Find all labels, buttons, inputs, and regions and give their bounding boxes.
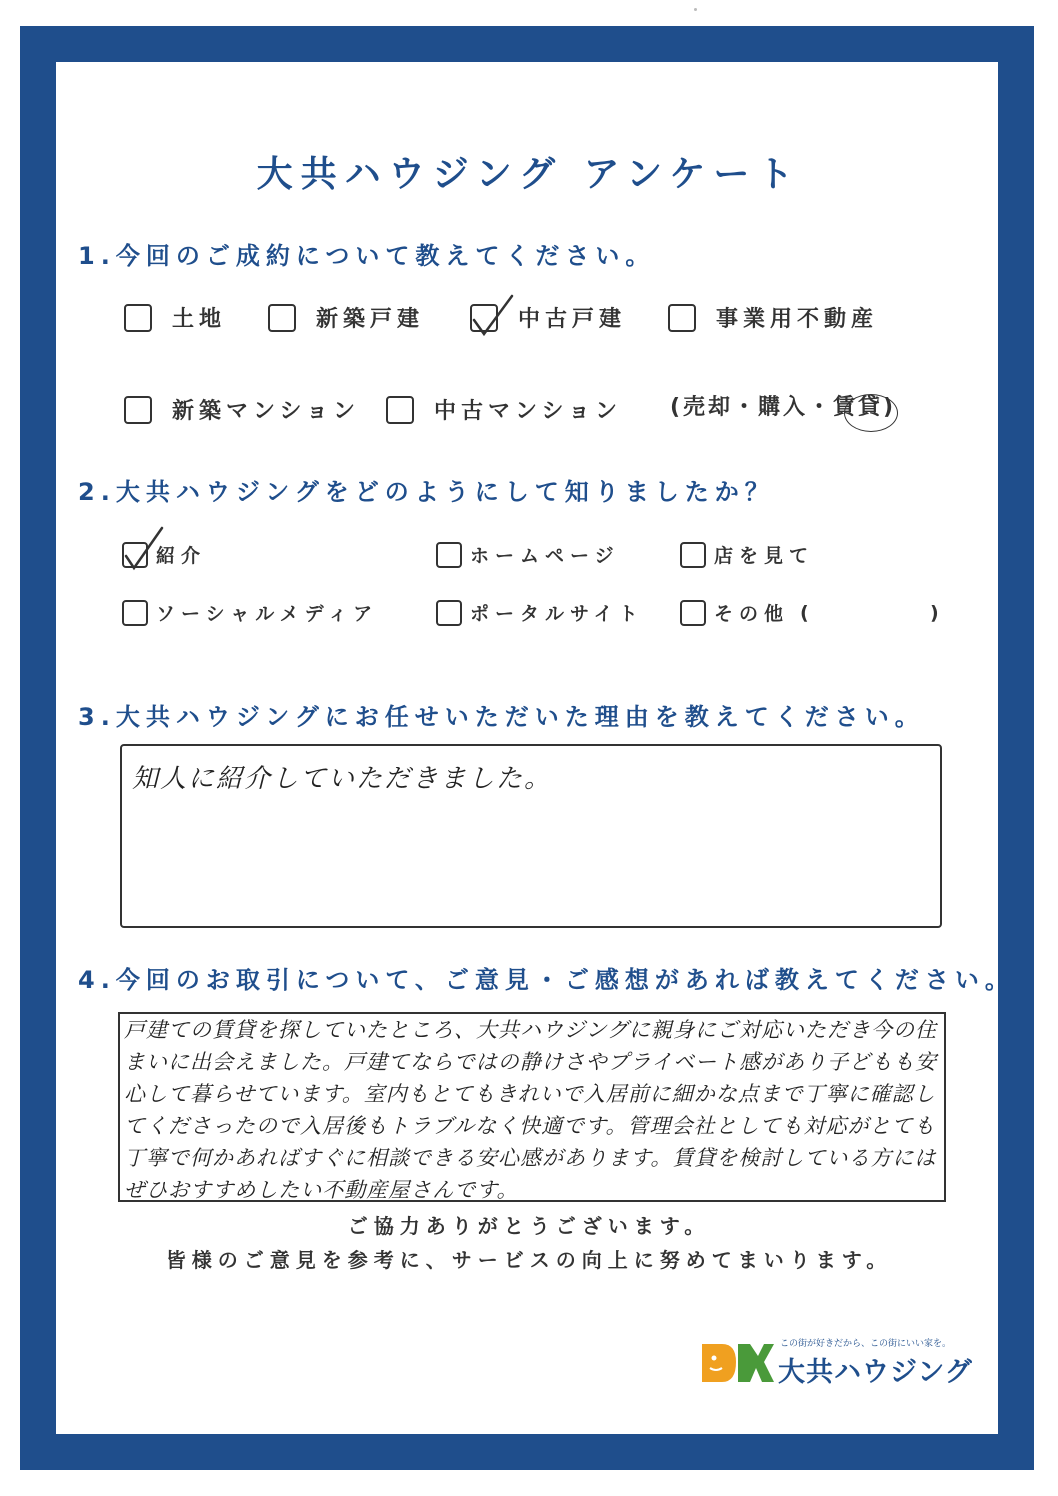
checkbox[interactable] <box>680 542 706 568</box>
q2-option-referral[interactable] <box>122 541 206 568</box>
q2-option-label: ポータルサイト <box>470 603 644 625</box>
company-logo <box>700 1336 973 1388</box>
question-1-label: 1.今回のご成約について教えてください。 <box>78 242 656 270</box>
q2-option-store[interactable] <box>680 541 814 568</box>
logo-house-icon <box>700 1340 774 1386</box>
q2-option-label: その他 <box>714 603 790 625</box>
answer-3-text: 知人に紹介していただきました。 <box>132 764 553 794</box>
thanks-line-1: ご協力ありがとうございます。 <box>347 1214 711 1238</box>
thanks-line-2: 皆様のご意見を参考に、サービスの向上に努めてまいります。 <box>165 1248 893 1272</box>
q2-option-label: 店を見て <box>714 545 815 567</box>
q1-option-business[interactable] <box>668 302 878 333</box>
q1-option-label: 土地 <box>172 307 227 332</box>
other-paren-close: ) <box>930 602 939 624</box>
checkbox[interactable] <box>668 304 696 332</box>
checkbox[interactable] <box>386 396 414 424</box>
other-paren-open: ( <box>800 602 809 624</box>
logo-name: 大共ハウジング <box>778 1357 973 1388</box>
q1-option-used-house[interactable] <box>470 302 626 333</box>
q1-option-used-mansion[interactable] <box>386 394 622 425</box>
checkbox[interactable] <box>122 600 148 626</box>
q2-option-label: ソーシャルメディア <box>156 603 379 625</box>
survey-title: 大共ハウジング アンケート <box>256 154 802 195</box>
answer-4-text: 戸建ての賃貸を探していたところ、大共ハウジングに親身にご対応いただき今の住まいに出会えました。戸建てならではの静けさやプライベート感があり子どもも安心して暮らせています。室内もとてもきれいで入居前に細かな点まで丁寧に確認してくださったので入居後もトラブルなく快適です。管理会社としても対応がとても丁寧で何かあればすぐに相談できる安心感があります。賃貸を検討している方にはぜひおすすめしたい不動産屋さんです。 <box>124 1018 938 1202</box>
q2-option-label: ホームページ <box>470 545 620 567</box>
checkbox[interactable] <box>124 304 152 332</box>
transaction-types: (売却・購入・賃貸) <box>670 395 897 420</box>
circled-selection-mark <box>844 394 898 432</box>
checkbox[interactable] <box>680 600 706 626</box>
question-2-label: 2.大共ハウジングをどのようにして知りましたか？ <box>78 478 775 506</box>
q1-option-label: 中古マンション <box>434 399 623 424</box>
question-3-label: 3.大共ハウジングにお任せいただいた理由を教えてください。 <box>78 703 925 731</box>
q1-option-label: 新築マンション <box>172 399 361 424</box>
q1-option-label: 新築戸建 <box>316 307 425 332</box>
question-4-label: 4.今回のお取引について、ご意見・ご感想があれば教えてください。 <box>78 966 1015 994</box>
check-mark-icon <box>468 294 518 340</box>
checkbox[interactable] <box>124 396 152 424</box>
checkbox-checked[interactable] <box>470 304 498 332</box>
q1-option-new-house[interactable] <box>268 302 424 333</box>
check-mark-icon <box>120 532 170 578</box>
checkbox[interactable] <box>436 542 462 568</box>
q2-option-homepage[interactable] <box>436 541 620 568</box>
q1-option-land[interactable] <box>124 302 226 333</box>
q1-option-label: 事業用不動産 <box>716 307 879 332</box>
checkbox[interactable] <box>268 304 296 332</box>
logo-tagline: この街が好きだから、この街にいい家を。 <box>780 1339 952 1349</box>
q2-option-label: 紹介 <box>156 545 207 567</box>
scan-dot <box>694 8 697 11</box>
q1-option-new-mansion[interactable] <box>124 394 360 425</box>
checkbox[interactable] <box>436 600 462 626</box>
checkbox-checked[interactable] <box>122 542 148 568</box>
q2-option-social-media[interactable] <box>122 599 378 626</box>
q1-option-label: 中古戸建 <box>518 307 627 332</box>
q2-option-portal-site[interactable] <box>436 599 644 626</box>
q2-option-other[interactable] <box>680 599 789 626</box>
